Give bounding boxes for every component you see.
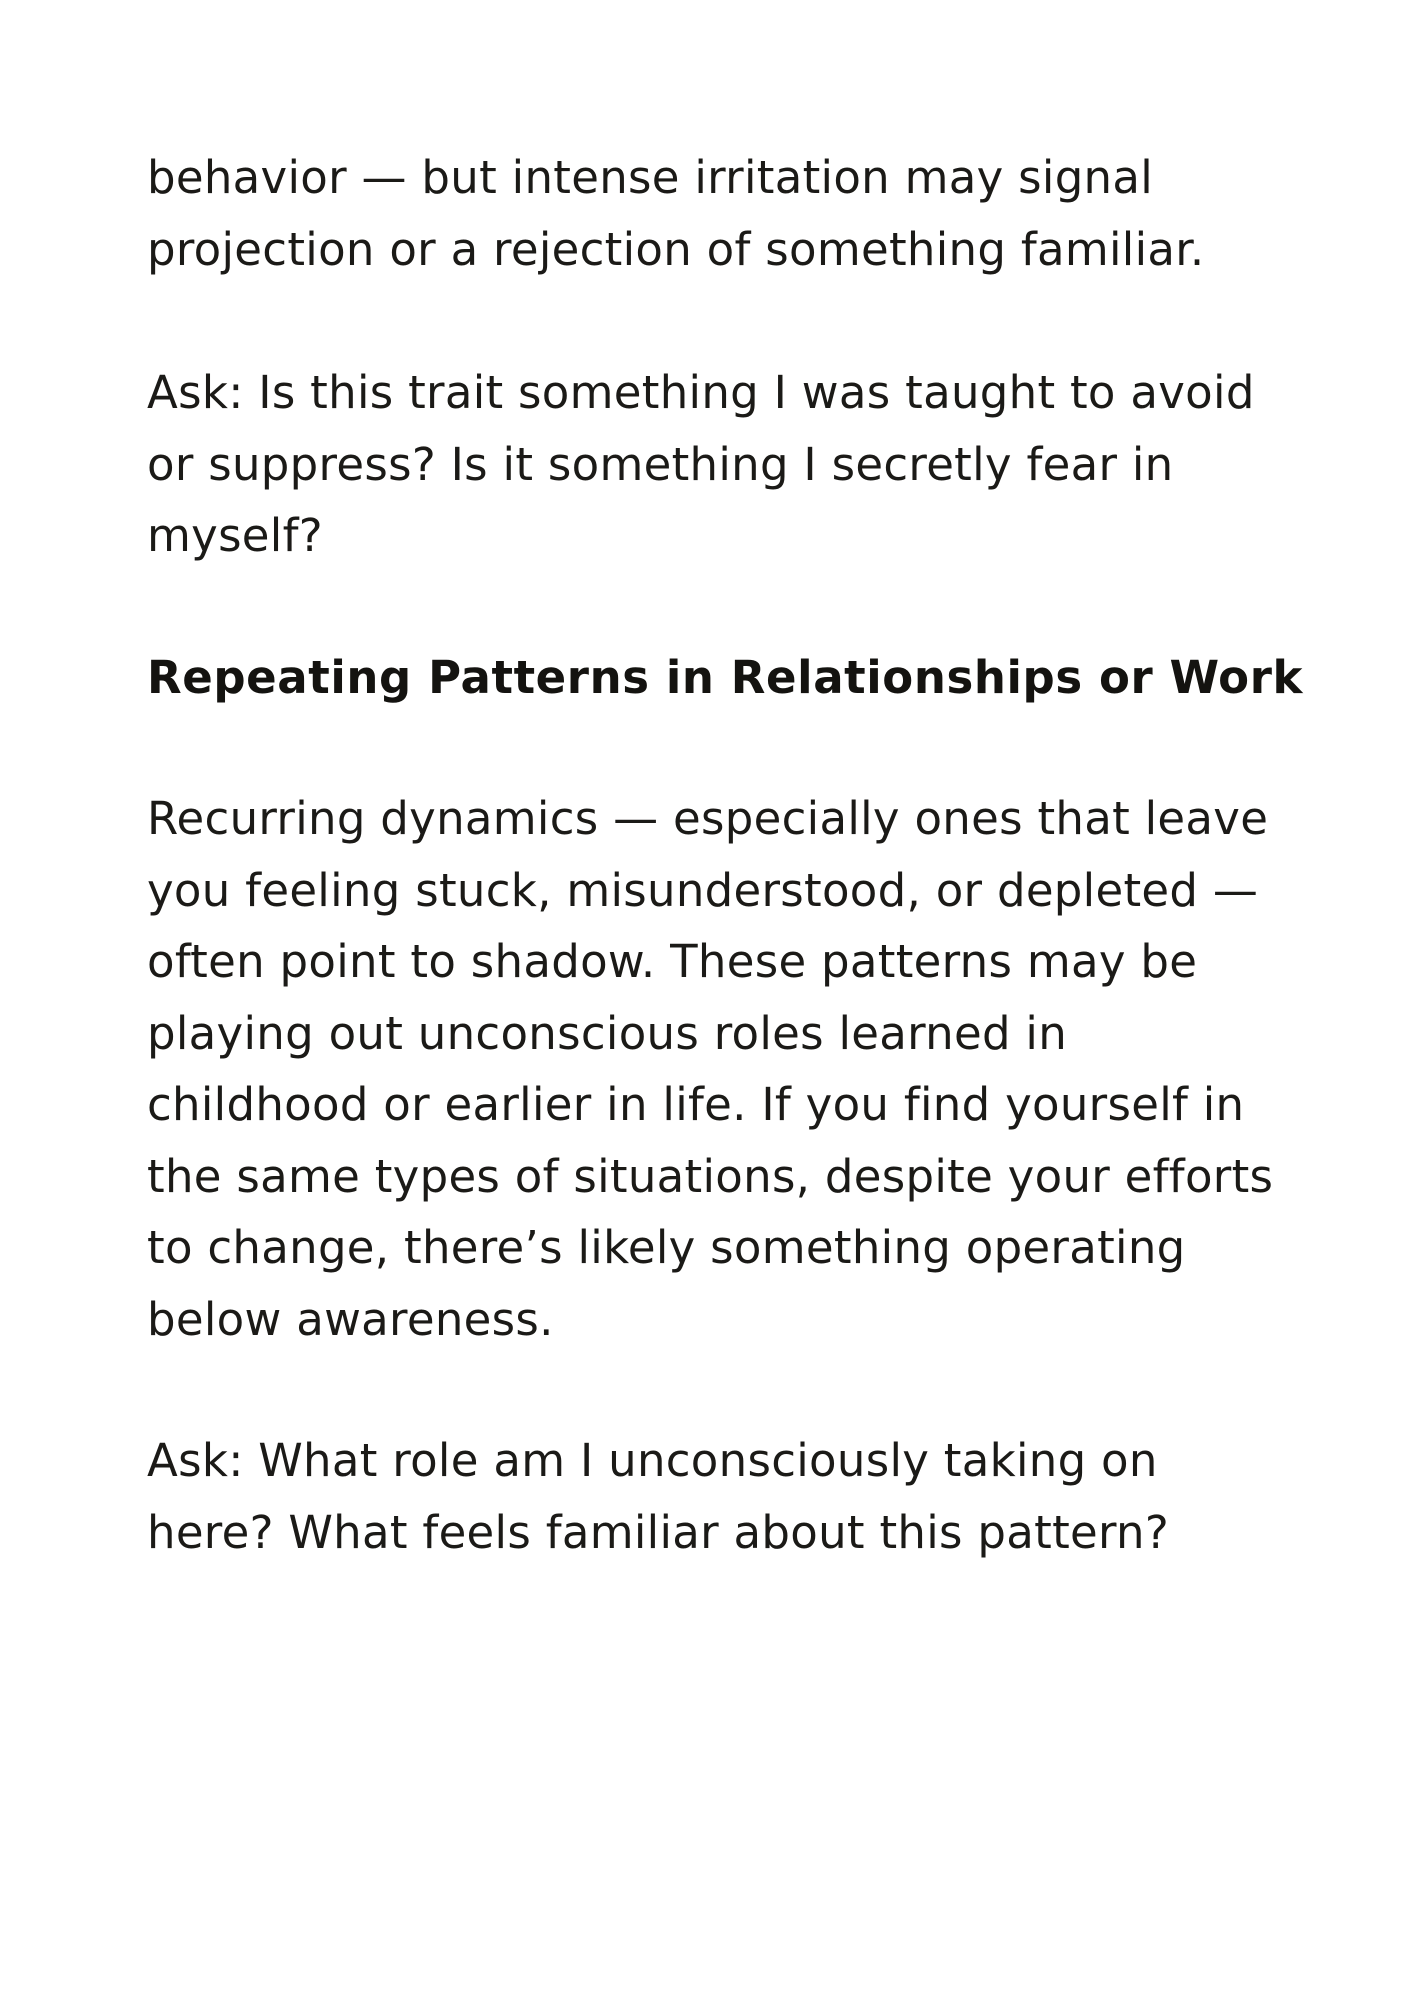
- paragraph-line: Recurring dynamics — especially ones that leave: [147, 792, 1269, 845]
- paragraph-spacer: [147, 1355, 1317, 1425]
- page-content: [147, 142, 1317, 1568]
- paragraph-spacer: [147, 572, 1317, 642]
- paragraph-line: below awareness.: [147, 1292, 554, 1346]
- paragraph-line: childhood or earlier in life. If you find yourself in: [147, 1078, 1245, 1131]
- paragraph-spacer: [147, 713, 1317, 783]
- paragraph-line: myself?: [147, 509, 323, 562]
- reflection-question-trait: [147, 357, 1317, 572]
- reflection-question-role: [147, 1425, 1317, 1568]
- paragraph-line: or suppress? Is it something I secretly fear in: [147, 437, 1174, 491]
- paragraph-line: to change, there’s likely something operating: [147, 1221, 1186, 1274]
- paragraph-line: Ask: Is this trait something I was taught to avoid: [147, 366, 1255, 419]
- paragraph-line: Ask: What role am I unconsciously taking on: [147, 1434, 1158, 1487]
- paragraph-line: playing out unconscious roles learned in: [147, 1006, 1068, 1060]
- paragraph-line: the same types of situations, despite your efforts: [147, 1149, 1274, 1203]
- paragraph-continued-text: [147, 142, 1317, 285]
- paragraph-line: projection or a rejection of something familiar.: [147, 222, 1205, 276]
- paragraph-repeating-patterns: [147, 783, 1317, 1355]
- paragraph-line: often point to shadow. These patterns may be: [147, 935, 1198, 988]
- paragraph-line: here? What feels familiar about this pattern?: [147, 1505, 1170, 1559]
- paragraph-line: behavior — but intense irritation may signal: [147, 151, 1154, 204]
- section-heading: Repeating Patterns in Relationships or Work: [147, 650, 1304, 704]
- paragraph-spacer: [147, 285, 1317, 357]
- paragraph-line: you feeling stuck, misunderstood, or depleted —: [147, 863, 1259, 917]
